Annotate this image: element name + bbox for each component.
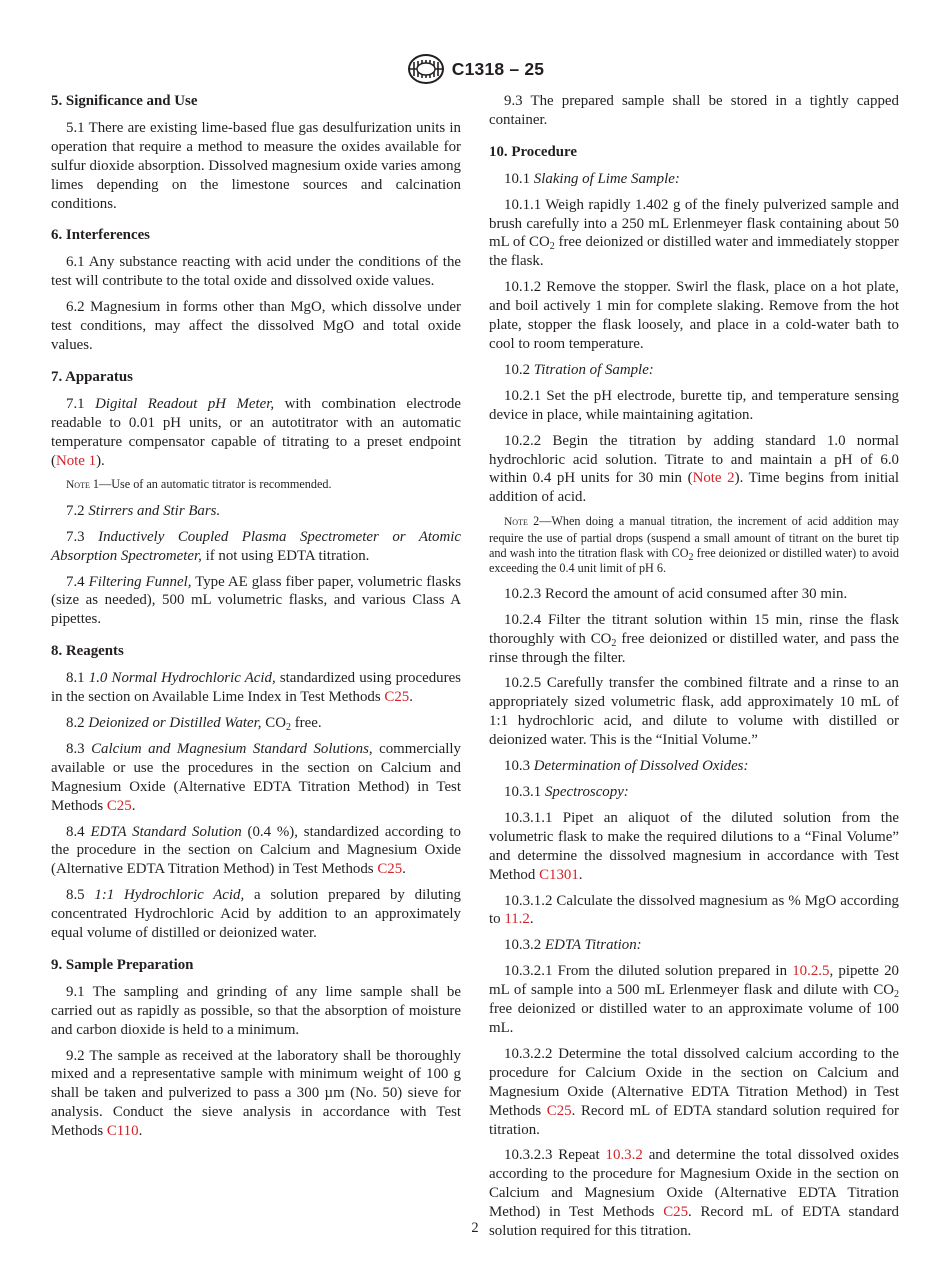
c1301-link[interactable]: C1301 — [539, 866, 579, 883]
section-9-heading: 9. Sample Preparation — [51, 956, 194, 973]
paragraph-10-3-2-1: 10.3.2.1 From the diluted solution prepared in 10.2.5, pipette 20 mL of sample into a 500 mL Erlenmeyer flask and dilute with $CO_2$ free deionized or distilled water to an approximate volume of 100 mL. — [489, 963, 899, 1036]
paragraph-10-2-3: 10.2.3 Record the amount of acid consumed after 30 min. — [504, 585, 848, 602]
c25-link[interactable]: C25 — [384, 689, 410, 706]
section-10-3-2-link[interactable]: 10.3.2 — [605, 1147, 643, 1164]
paragraph-10-3: 10.3 Determination of Dissolved Oxides: — [504, 758, 749, 775]
paragraph-8-1: 8.1 1.0 Normal Hydrochloric Acid, standardized using procedures in the section on Available Lime Index in Test Methods C25. — [51, 670, 461, 706]
left-column — [51, 92, 461, 1148]
paragraph-5-1: 5.1 There are existing lime-based flue gas desulfurization units in operation that require a method to measure the oxides available for sulfur dioxide absorption. Dissolved magnesium oxide varies among limes depending on the limestone sources and calcination conditions. — [51, 119, 461, 212]
section-11-2-link[interactable]: 11.2 — [504, 911, 530, 928]
paragraph-10-2: 10.2 Titration of Sample: — [504, 361, 654, 378]
section-5-heading: 5. Significance and Use — [51, 93, 198, 109]
standard-designation: C1318 – 25 — [451, 58, 545, 79]
paragraph-10-3-1-1: 10.3.1.1 Pipet an aliquot of the diluted solution from the volumetric flask to make the required dilutions to a “Final Volume” and determine the dissolved magnesium in accordance with Test Method C1301. — [489, 809, 899, 883]
section-6-heading: 6. Interferences — [51, 227, 150, 244]
paragraph-10-3-2: 10.3.2 EDTA Titration: — [504, 937, 642, 954]
paragraph-10-1: 10.1 Slaking of Lime Sample: — [504, 170, 680, 187]
paragraph-10-2-2: 10.2.2 Begin the titration by adding standard 1.0 normal hydrochloric acid solution. Titrate to and maintain a pH of 6.0 within 0.4 pH units for 30 min (Note 2). Time begins from initial addition of acid. — [489, 432, 900, 506]
paragraph-10-3-1: 10.3.1 Spectroscopy: — [504, 784, 629, 800]
c25-link[interactable]: C25 — [377, 861, 403, 878]
note-2: Note 2—When doing a manual titration, the increment of acid addition may require the use of partial drops (suspend a small amount of titrant on the buret tip and wash into the titration flask with $CO_2$ free deionized or distilled water) to avoid exceeding the 0.4 unit limit of pH 6. — [489, 514, 900, 576]
paragraph-9-1: 9.1 The sampling and grinding of any lime sample shall be carried out as rapidly as possible, so that the absorption of moisture and carbon dioxide is held to a minimum. — [51, 983, 461, 1038]
paragraph-8-3: 8.3 Calcium and Magnesium Standard Solutions, commercially available or use the procedures in the section on Calcium and Magnesium Oxide (Alternative EDTA Titration Method) in Test Methods C25. — [51, 740, 461, 814]
note-1: Note 1—Use of an automatic titrator is recommended. — [66, 477, 332, 492]
paragraph-9-2: 9.2 The sample as received at the laboratory shall be thoroughly mixed and a representative sample with minimum weight of 100 g shall be taken and pulverized to pass a 300 µm (No. 50) sieve for analysis. Conduct the sieve analysis in accordance with Test Methods C110. — [51, 1047, 461, 1140]
page-header — [0, 52, 950, 86]
section-7-heading: 7. Apparatus — [51, 368, 133, 385]
paragraph-9-3: 9.3 The prepared sample shall be stored in a tightly capped container. — [489, 93, 899, 128]
section-10-heading: 10. Procedure — [489, 143, 577, 160]
paragraph-10-3-2-2: 10.3.2.2 Determine the total dissolved calcium according to the procedure for Calcium Oxide in the section on Calcium and Magnesium Oxide (Alternative EDTA Titration Method) in Test Methods C25. Record mL of EDTA standard solution required for titration. — [489, 1045, 899, 1138]
paragraph-8-2: 8.2 Deionized or Distilled Water, $CO_2$ free. — [66, 714, 322, 733]
c25-link[interactable]: C25 — [546, 1102, 572, 1119]
section-8-heading: 8. Reagents — [51, 643, 124, 660]
paragraph-10-2-5: 10.2.5 Carefully transfer the combined filtrate and a rinse to an appropriately sized volumetric flask, add approximately 10 mL of 1:1 hydrochloric acid, and dilute to volume with distilled or deionized water. This is the “Initial Volume.” — [489, 675, 899, 749]
section-10-2-5-link[interactable]: 10.2.5 — [792, 963, 830, 980]
paragraph-6-2: 6.2 Magnesium in forms other than MgO, which dissolve under test conditions, may affect the dissolved MgO and total oxide values. — [51, 299, 461, 353]
paragraph-10-3-2-3: 10.3.2.3 Repeat 10.3.2 and determine the total dissolved oxides according to the procedure for Magnesium Oxide in the section on Calcium and Magnesium Oxide (Alternative EDTA Titration Method) in Test Methods C25. Record mL of EDTA standard solution required for this titration. — [489, 1147, 899, 1240]
note-2-link[interactable]: Note 2 — [692, 470, 735, 487]
c25-link[interactable]: C25 — [106, 797, 132, 814]
paragraph-7-3: 7.3 Inductively Coupled Plasma Spectrometer or Atomic Absorption Spectrometer, if not using EDTA titration. — [51, 528, 462, 564]
paragraph-7-1: 7.1 Digital Readout pH Meter, with combination electrode readable to 0.01 pH units, or an autotitrator with an automatic temperature compensator capable of titrating to a preset endpoint (Note 1). — [51, 395, 461, 469]
paragraph-8-4: 8.4 EDTA Standard Solution (0.4 %), standardized according to the procedure in the section on Calcium and Magnesium Oxide (Alternative EDTA Titration Method) in Test Methods C25. — [51, 823, 461, 878]
paragraph-6-1: 6.1 Any substance reacting with acid under the conditions of the test will contribute to the total oxide and dissolved oxide values. — [51, 254, 461, 290]
paragraph-10-2-4: 10.2.4 Filter the titrant solution within 15 min, rinse the flask thoroughly with $CO_2$ free deionized or distilled water, and pass the rinse through the filter. — [489, 611, 899, 666]
page-number: 2 — [471, 1220, 479, 1236]
c25-link[interactable]: C25 — [663, 1204, 689, 1221]
paragraph-10-3-1-2: 10.3.1.2 Calculate the dissolved magnesium as % MgO according to 11.2. — [489, 892, 899, 928]
c110-link[interactable]: C110 — [106, 1123, 139, 1140]
note-1-link[interactable]: Note 1 — [55, 452, 97, 469]
paragraph-8-5: 8.5 1:1 Hydrochloric Acid, a solution prepared by diluting concentrated Hydrochloric Acid by addition to an approximately equal volume of distilled or deionized water. — [51, 887, 461, 942]
paragraph-10-1-1: 10.1.1 Weigh rapidly 1.402 g of the finely pulverized sample and brush carefully into a 250 mL Erlenmeyer flask containing about 50 mL of $CO_2$ free deionized or distilled water and immediately stopper the flask. — [489, 196, 899, 270]
right-column — [489, 92, 899, 1248]
paragraph-10-1-2: 10.1.2 Remove the stopper. Swirl the flask, place on a hot plate, and boil actively 1 min for complete slaking. Remove from the hot plate, stopper the flask loosely, and place in a cold-water bath to cool to room temperature. — [489, 279, 899, 352]
paragraph-10-2-1: 10.2.1 Set the pH electrode, burette tip, and temperature sensing device in place, while maintaining agitation. — [489, 387, 899, 423]
paragraph-7-2: 7.2 Stirrers and Stir Bars. — [66, 502, 221, 519]
astm-logo-icon — [406, 53, 446, 85]
paragraph-7-4: 7.4 Filtering Funnel, Type AE glass fiber paper, volumetric flasks (size as needed), 500 mL volumetric flasks, and various Class A pipettes. — [51, 573, 461, 628]
